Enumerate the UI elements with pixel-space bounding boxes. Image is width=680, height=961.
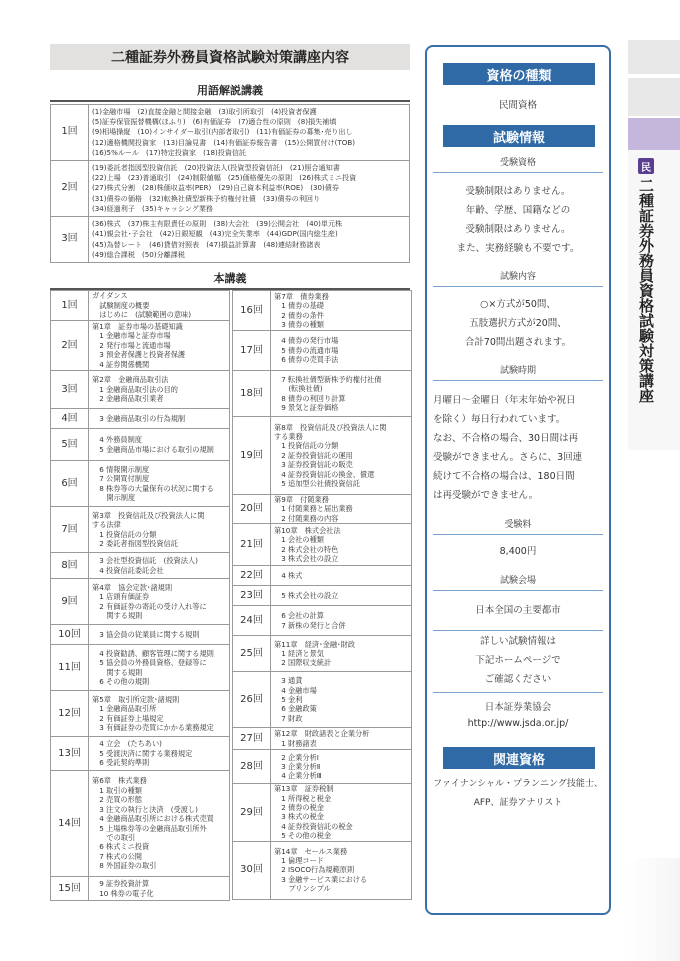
topic-line: 2 国際収支統計 — [274, 658, 332, 668]
topic-line: 3 証券投資信託の販売 — [274, 460, 353, 470]
session-topics — [271, 841, 412, 899]
topic-line: 第5章 取引所定款･諸規則 — [92, 694, 180, 704]
topic-line: 8 外国証券の取引 — [92, 861, 157, 871]
topic-line: (36)株式 (37)株主有限責任の原則 (38)大会社 (39)公開会社 (40)単元株 — [92, 219, 343, 229]
topic-line: 2 証券投資信託の運用 — [274, 450, 353, 460]
session-row — [233, 784, 412, 841]
info-line: なお、不合格の場合、30日間は再 — [433, 433, 579, 444]
topic-line: 7 株式の公開 — [92, 851, 142, 861]
topic-line: する法律 — [92, 520, 121, 530]
session-number: 9回 — [51, 579, 89, 625]
topic-line: ガイダンス — [92, 291, 128, 301]
info-line: また、実務経験も不要です。 — [456, 243, 580, 254]
session-number: 18回 — [233, 371, 271, 417]
content-text — [431, 295, 605, 352]
topic-line: (転換社債) — [274, 384, 323, 394]
topic-line: 8 株券等の大量保有の状況に関する — [92, 483, 214, 493]
topic-line: (45)為替レート (46)貸借対照表 (47)損益計算書 (48)連結財務諸表 — [92, 239, 321, 249]
info-line: 年齢、学歴、国籍などの — [465, 205, 571, 216]
session-row — [51, 461, 230, 507]
session-number: 27回 — [233, 728, 271, 750]
topic-line: 5 協会員の外務員資格、登録等に — [92, 658, 207, 668]
session-topics — [89, 409, 230, 429]
info-line: 月曜日～金曜日（年末年始や祝日 — [433, 395, 576, 406]
glossary-table — [50, 104, 410, 263]
org-name: 日本証券業協会 — [484, 702, 552, 713]
topic-line: 1 付随業務と届出業務 — [274, 504, 353, 514]
lecture-table-right — [232, 290, 412, 900]
topic-line: 2 企業分析Ⅰ — [274, 752, 319, 762]
requirement-label: 受験資格 — [433, 155, 603, 173]
session-row — [233, 672, 412, 728]
topic-line: 9 証券投資計算 — [92, 879, 150, 889]
session-number: 16回 — [233, 291, 271, 331]
topic-line: 第12章 財政諸表と企業分析 — [274, 729, 370, 739]
session-row — [233, 750, 412, 784]
session-row — [233, 566, 412, 586]
venue-value: 日本全国の主要都市 — [475, 605, 561, 616]
topic-line: (12)適格機関投資家 (13)目論見書 (14)有価証券報告書 (15)公開買付け(TOB) — [92, 137, 356, 147]
info-line: 五肢選択方式が20問、 — [469, 318, 567, 329]
session-topics — [89, 461, 230, 507]
session-number: 26回 — [233, 672, 271, 728]
session-topics — [89, 877, 230, 901]
topic-line: (34)経過利子 (35)キャッシング業務 — [92, 203, 214, 213]
session-topics — [271, 524, 412, 566]
session-number: 13回 — [51, 737, 89, 771]
topic-line: 6 会社の計算 — [274, 611, 324, 621]
topic-line: 4 証券投資信託の換金、償還 — [274, 469, 375, 479]
session-topics — [89, 429, 230, 461]
session-row — [51, 371, 230, 409]
session-number: 30回 — [233, 841, 271, 899]
topic-line: (31)債券の価格 (32)転換社債型新株予約権付社債 (33)債券の利回り — [92, 193, 321, 203]
session-row — [233, 331, 412, 371]
session-row — [233, 291, 412, 331]
topic-line: 1 金融市場と証券市場 — [92, 331, 171, 341]
topic-line: 2 金融商品取引業者 — [92, 394, 164, 404]
info-line: は再受験ができません。 — [433, 490, 539, 501]
info-line: 詳しい試験情報は — [479, 636, 556, 647]
session-number: 1回 — [51, 105, 89, 161]
session-topics — [89, 645, 230, 691]
index-tab — [628, 78, 680, 116]
session-topics — [271, 606, 412, 636]
session-row — [51, 321, 230, 371]
topic-line: 1 経済と景気 — [274, 649, 324, 659]
topic-line: プリンシプル — [274, 884, 331, 894]
session-row — [51, 291, 230, 321]
topic-line: 2 発行市場と流通市場 — [92, 340, 171, 350]
topic-line: 1 会社の種類 — [274, 535, 324, 545]
related-qualification-text — [431, 775, 605, 813]
session-topics — [271, 784, 412, 841]
page-title: 二種証券外務員資格試験対策講座内容 — [50, 44, 410, 70]
period-text — [433, 391, 607, 505]
session-number: 21回 — [233, 524, 271, 566]
topic-line: はじめに (試験範囲の意味) — [92, 310, 192, 320]
session-number: 3回 — [51, 217, 89, 263]
topic-line: 3 有価証券の売買にかかる業務規定 — [92, 722, 214, 732]
topic-line: 6 株式ミニ投資 — [92, 842, 150, 852]
session-row — [233, 495, 412, 524]
topic-line: 1 金融商品取引法の目的 — [92, 384, 178, 394]
topic-line: 7 新株の発行と合併 — [274, 620, 346, 630]
topic-line: 3 企業分析Ⅱ — [274, 762, 321, 772]
info-line: ファイナンシャル・プランニング技能士、 — [433, 779, 603, 789]
topic-line: 3 協会員の従業員に関する規則 — [92, 629, 200, 639]
topic-line: 9 景気と証券価格 — [274, 402, 339, 412]
topic-line: (22)上場 (23)普通取引 (24)制限値幅 (25)価格優先の原則 (26)株式ミニ投資 — [92, 173, 357, 183]
session-topics — [271, 566, 412, 586]
session-row — [51, 771, 230, 877]
session-topics — [89, 737, 230, 771]
qualification-type-value: 民間資格 — [498, 100, 537, 111]
topic-line: での取引 — [92, 832, 136, 842]
topic-line: 2 株式会社の特色 — [274, 544, 339, 554]
lecture-table-left — [50, 290, 230, 901]
topic-line: 3 金融サービス業における — [274, 874, 368, 884]
session-topics — [271, 672, 412, 728]
topic-line: 6 債券の売買手法 — [274, 355, 339, 365]
info-line: ○×方式が50問、 — [480, 299, 556, 310]
session-number: 14回 — [51, 771, 89, 877]
info-line: 受験ができません。さらに、3回連 — [433, 452, 583, 463]
topic-line: 3 預金者保護と投資者保護 — [92, 350, 186, 360]
topic-line: 1 財務諸表 — [274, 738, 317, 748]
session-topics — [89, 625, 230, 645]
session-row — [51, 553, 230, 579]
topic-line: 1 投資信託の分類 — [92, 529, 157, 539]
topic-line: 第3章 投資信託及び投資法人に関 — [92, 510, 205, 520]
session-row — [51, 877, 230, 901]
topic-line: 第2章 金融商品取引法 — [92, 375, 169, 385]
session-row — [233, 417, 412, 495]
topic-line: 第11章 経済･金融･財政 — [274, 639, 356, 649]
session-row — [51, 645, 230, 691]
topic-line: 2 有価証券の寄託の受け入れ等に — [92, 601, 207, 611]
info-line: 受験制限はありません。 — [465, 186, 571, 197]
glossary-heading: 用語解説講義 — [50, 82, 410, 102]
info-line: AFP、証券アナリスト — [473, 798, 563, 808]
topic-line: 2 有価証券上場規定 — [92, 713, 164, 723]
topic-line: (19)委託者指図型投資信託 (20)投資法人(投資型投資信託) (21)照合通知書 — [92, 162, 340, 172]
topic-line: 1 所得税と税金 — [274, 793, 332, 803]
topic-line: 1 金融商品取引所 — [92, 704, 157, 714]
topic-line: 6 金融政策 — [274, 704, 317, 714]
topic-line: 4 投資信託委託会社 — [92, 565, 164, 575]
session-topics — [89, 371, 230, 409]
topic-line: 第4章 協会定款･諸規則 — [92, 582, 173, 592]
session-topics — [89, 161, 410, 217]
topic-line: 5 上場株券等の金融商品取引所外 — [92, 823, 207, 833]
topic-line: 1 倫理コード — [274, 856, 324, 866]
session-topics — [89, 579, 230, 625]
topic-line: 1 店頭有価証券 — [92, 592, 150, 602]
session-number: 5回 — [51, 429, 89, 461]
session-row — [233, 371, 412, 417]
topic-line: 2 付随業務の内容 — [274, 513, 339, 523]
index-tab-top — [628, 40, 680, 74]
requirement-text — [431, 182, 605, 258]
topic-line: 4 金融市場 — [274, 685, 317, 695]
session-number: 2回 — [51, 161, 89, 217]
session-topics — [271, 291, 412, 331]
session-number: 24回 — [233, 606, 271, 636]
session-topics — [89, 771, 230, 877]
session-topics — [89, 105, 410, 161]
session-number: 11回 — [51, 645, 89, 691]
topic-line: (49)総合課税 (50)分離課税 — [92, 249, 185, 259]
info-line: 受験制限はありません。 — [465, 224, 571, 235]
session-number: 23回 — [233, 586, 271, 606]
session-number: 20回 — [233, 495, 271, 524]
exam-info-panel — [425, 45, 611, 915]
session-row — [51, 579, 230, 625]
session-number: 15回 — [51, 877, 89, 901]
topic-line: 5 債券の流通市場 — [274, 345, 339, 355]
topic-line: 6 情報開示制度 — [92, 464, 150, 474]
topic-line: 2 ISOCO行為規範原則 — [274, 865, 355, 875]
topic-line: 2 売買の形態 — [92, 795, 142, 805]
session-row — [51, 409, 230, 429]
more-info-divider — [433, 681, 603, 693]
session-row — [51, 105, 410, 161]
topic-line: 3 通貨 — [274, 676, 303, 686]
session-number: 7回 — [51, 507, 89, 553]
venue-label: 試験会場 — [433, 573, 603, 591]
session-number: 1回 — [51, 291, 89, 321]
topic-line: 関する規則 — [92, 610, 143, 620]
topic-line: 2 委託者指図型投資信託 — [92, 538, 178, 548]
session-topics — [271, 371, 412, 417]
session-topics — [271, 728, 412, 750]
topic-line: 1 取引の種類 — [92, 785, 142, 795]
topic-line: 4 外務員制度 — [92, 435, 142, 445]
topic-line: 3 金融商品取引の行為規制 — [92, 413, 186, 423]
topic-line: 10 株券の電子化 — [92, 888, 154, 898]
session-number: 3回 — [51, 371, 89, 409]
topic-line: 第10章 株式会社法 — [274, 525, 341, 535]
session-number: 29回 — [233, 784, 271, 841]
topic-line: 関する規則 — [92, 667, 143, 677]
topic-line: 7 公開買付制度 — [92, 474, 150, 484]
topic-line: 4 企業分析Ⅲ — [274, 771, 322, 781]
topic-line: 第1章 証券市場の基礎知識 — [92, 321, 183, 331]
session-row — [51, 691, 230, 737]
session-topics — [89, 691, 230, 737]
topic-line: 第6章 株式業務 — [92, 776, 147, 786]
topic-line: 8 債券の利回り計算 — [274, 393, 346, 403]
session-topics — [89, 321, 230, 371]
topic-line: 5 金融商品市場における取引の規制 — [92, 444, 214, 454]
topic-line: (1)金融市場 (2)直接金融と間接金融 (3)取引所取引 (4)投資者保護 — [92, 106, 317, 116]
side-title: 二種証券外務員資格試験対策講座 — [637, 178, 655, 403]
topic-line: 4 株式 — [274, 571, 303, 581]
fee-label: 受験料 — [433, 517, 603, 535]
session-number: 19回 — [233, 417, 271, 495]
session-topics — [271, 636, 412, 672]
topic-line: (9)相場操縦 (10)インサイダー取引(内部者取引) (11)有価証券の募集･売り出し — [92, 127, 353, 137]
topic-line: 5 金利 — [274, 695, 303, 705]
venue-divider — [433, 617, 603, 631]
category-mark: 民 — [638, 158, 654, 174]
session-number: 22回 — [233, 566, 271, 586]
topic-line: 第8章 投資信託及び投資法人に関 — [274, 422, 387, 432]
topic-line: (41)親会社･子会社 (42)日銀短観 (43)完全失業率 (44)GDP(国内総生産) — [92, 229, 338, 239]
session-row — [233, 636, 412, 672]
topic-line: 4 証券関係機関 — [92, 359, 150, 369]
session-topics — [89, 507, 230, 553]
session-topics — [271, 331, 412, 371]
topic-line: 6 受託契約準則 — [92, 758, 150, 768]
session-number: 17回 — [233, 331, 271, 371]
session-row — [51, 507, 230, 553]
session-row — [233, 606, 412, 636]
content-label: 試験内容 — [433, 269, 603, 287]
topic-line: 5 その他の税金 — [274, 831, 332, 841]
session-row — [51, 625, 230, 645]
topic-line: 3 注文の執行と決済 (受渡し) — [92, 804, 198, 814]
topic-line: 試験制度の概要 — [92, 300, 150, 310]
session-topics — [271, 495, 412, 524]
topic-line: 4 投資勧誘、顧客管理に関する規則 — [92, 648, 214, 658]
exam-info-heading: 試験情報 — [443, 125, 595, 147]
topic-line: 7 転換社債型新株予約権付社債 — [274, 374, 382, 384]
index-tab-active — [628, 118, 680, 150]
topic-line: 1 投資信託の分類 — [274, 441, 339, 451]
topic-line: (5)証券保管振替機構(ほふり) (6)有価証券 (7)適合性の原則 (8)損失補填 — [92, 117, 337, 127]
topic-line: 3 会社型投資信託 (投資法人) — [92, 556, 198, 566]
session-number: 25回 — [233, 636, 271, 672]
session-number: 4回 — [51, 409, 89, 429]
topic-line: 第14章 セールス業務 — [274, 846, 348, 856]
session-number: 8回 — [51, 553, 89, 579]
info-line: を除く）毎日行われています。 — [433, 414, 566, 425]
topic-line: 3 債券の種類 — [274, 319, 324, 329]
session-topics — [271, 750, 412, 784]
session-number: 28回 — [233, 750, 271, 784]
session-topics — [89, 553, 230, 579]
session-number: 12回 — [51, 691, 89, 737]
session-row — [51, 217, 410, 263]
fee-value: 8,400円 — [499, 546, 537, 557]
main-lecture-heading: 本講義 — [50, 270, 410, 290]
session-row — [233, 524, 412, 566]
org-url-link[interactable]: http://www.jsda.or.jp/ — [467, 718, 569, 729]
session-number: 10回 — [51, 625, 89, 645]
session-row — [51, 737, 230, 771]
session-topics — [89, 217, 410, 263]
session-topics — [271, 417, 412, 495]
session-row — [51, 161, 410, 217]
page-edge — [628, 858, 680, 961]
related-qualification-heading: 関連資格 — [443, 747, 595, 769]
period-label: 試験時期 — [433, 363, 603, 381]
topic-line: 4 立会 (たちあい) — [92, 739, 162, 749]
topic-line: 5 受渡決済に関する業務規定 — [92, 748, 193, 758]
session-number: 2回 — [51, 321, 89, 371]
session-row — [233, 728, 412, 750]
topic-line: 2 債券の税金 — [274, 803, 324, 813]
session-topics — [271, 586, 412, 606]
session-row — [233, 586, 412, 606]
topic-line: 3 株式の税金 — [274, 812, 324, 822]
topic-line: 3 株式会社の設立 — [274, 554, 339, 564]
info-line: 下記ホームページで — [475, 655, 561, 666]
info-line: 合計70問出題されます。 — [464, 337, 572, 348]
session-row — [51, 429, 230, 461]
topic-line: 6 その他の規則 — [92, 676, 150, 686]
topic-line: 7 財政 — [274, 713, 303, 723]
qualification-type-heading: 資格の種類 — [443, 63, 595, 85]
topic-line: 4 債券の発行市場 — [274, 336, 339, 346]
topic-line: 2 債券の条件 — [274, 310, 324, 320]
session-topics — [89, 291, 230, 321]
topic-line: 5 追加型公社債投資信託 — [274, 479, 360, 489]
session-row — [233, 841, 412, 899]
topic-line: 開示制度 — [92, 492, 136, 502]
topic-line: 4 金融商品取引所における株式売買 — [92, 814, 214, 824]
info-line: 続けて不合格の場合は、180日間 — [433, 471, 575, 482]
topic-line: 4 証券投資信託の税金 — [274, 821, 353, 831]
session-number: 6回 — [51, 461, 89, 507]
topic-line: 第9章 付随業務 — [274, 495, 329, 504]
info-line: ご確認ください — [484, 674, 552, 685]
topic-line: 第13章 証券税制 — [274, 784, 334, 794]
topic-line: (27)株式分割 (28)株価収益率(PER) (29)自己資本利益率(ROE) (30)債券 — [92, 183, 339, 193]
topic-line: 1 債券の基礎 — [274, 301, 324, 311]
topic-line: 5 株式会社の設立 — [274, 591, 339, 601]
topic-line: 第7章 債券業務 — [274, 291, 329, 301]
topic-line: する業務 — [274, 431, 303, 441]
topic-line: (16)5%ルール (17)特定投資家 (18)投資信託 — [92, 147, 247, 157]
